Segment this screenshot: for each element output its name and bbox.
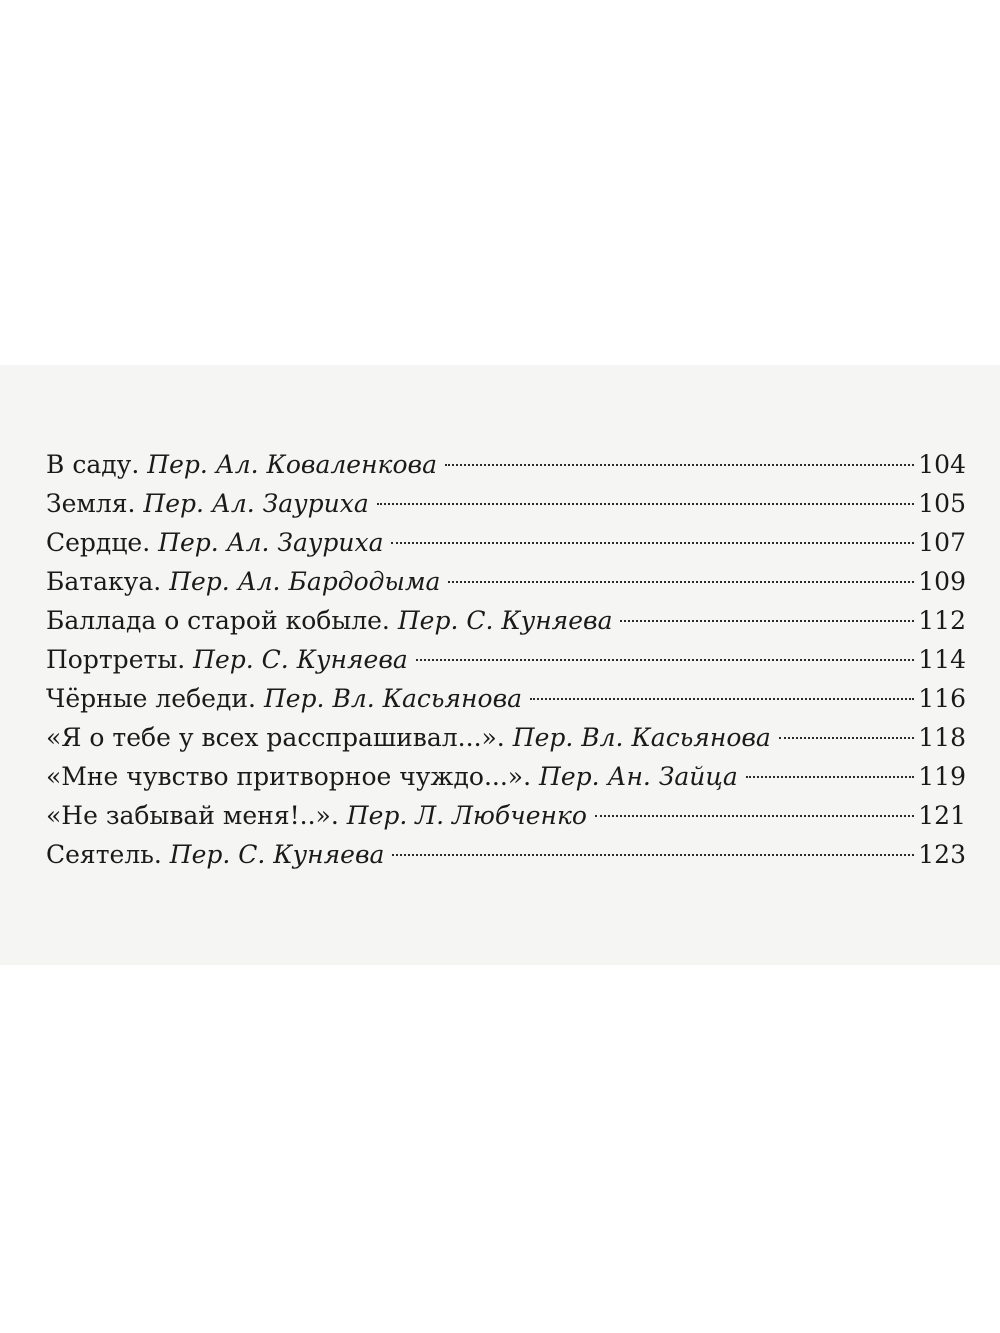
entry-page-number: 112 — [918, 606, 966, 635]
entry-translator: Пер. Ал. Бардодыма — [169, 567, 441, 596]
entry-page-number: 118 — [918, 723, 966, 752]
entry-page-number: 105 — [918, 489, 966, 518]
toc-entry — [46, 523, 966, 562]
entry-title: Чёрные лебеди. — [46, 684, 256, 713]
entry-translator: Пер. С. Куняева — [397, 606, 613, 635]
table-of-contents — [46, 445, 966, 874]
entry-page-number: 104 — [918, 450, 966, 479]
dot-leader — [392, 854, 914, 856]
entry-translator: Пер. Ал. Зауриха — [143, 489, 369, 518]
toc-entry — [46, 679, 966, 718]
entry-title: «Не забывай меня!..». — [46, 801, 339, 830]
entry-page-number: 121 — [918, 801, 966, 830]
dot-leader — [779, 737, 914, 739]
entry-translator: Пер. Л. Любченко — [346, 801, 587, 830]
toc-entry — [46, 562, 966, 601]
toc-entry — [46, 601, 966, 640]
entry-title: В саду. — [46, 450, 140, 479]
entry-page-number: 119 — [918, 762, 966, 791]
toc-entry — [46, 640, 966, 679]
dot-leader — [595, 815, 914, 817]
dot-leader — [377, 503, 915, 505]
entry-page-number: 114 — [918, 645, 966, 674]
toc-entry — [46, 484, 966, 523]
entry-translator: Пер. С. Куняева — [169, 840, 385, 869]
toc-entry — [46, 796, 966, 835]
entry-title: Батакуа. — [46, 567, 162, 596]
dot-leader — [416, 659, 914, 661]
dot-leader — [530, 698, 914, 700]
dot-leader — [391, 542, 914, 544]
toc-entry — [46, 757, 966, 796]
entry-translator: Пер. С. Куняева — [193, 645, 408, 674]
dot-leader — [620, 620, 914, 622]
entry-title: Портреты. — [46, 645, 186, 674]
toc-entry — [46, 835, 966, 874]
entry-page-number: 107 — [918, 528, 966, 557]
entry-page-number: 123 — [918, 840, 966, 869]
dot-leader — [445, 464, 914, 466]
toc-entry — [46, 445, 966, 484]
entry-title: Земля. — [46, 489, 136, 518]
dot-leader — [448, 581, 914, 583]
entry-translator: Пер. Ал. Зауриха — [158, 528, 384, 557]
dot-leader — [746, 776, 915, 778]
entry-translator: Пер. Вл. Касьянова — [512, 723, 771, 752]
entry-title: «Я о тебе у всех расспрашивал...». — [46, 723, 505, 752]
entry-translator: Пер. Ан. Зайца — [539, 762, 738, 791]
entry-title: Баллада о старой кобыле. — [46, 606, 390, 635]
entry-title: Сердце. — [46, 528, 151, 557]
entry-page-number: 116 — [918, 684, 966, 713]
entry-title: «Мне чувство притворное чуждо...». — [46, 762, 532, 791]
entry-translator: Пер. Ал. Коваленкова — [147, 450, 437, 479]
entry-title: Сеятель. — [46, 840, 162, 869]
entry-page-number: 109 — [918, 567, 966, 596]
entry-translator: Пер. Вл. Касьянова — [263, 684, 523, 713]
toc-entry — [46, 718, 966, 757]
